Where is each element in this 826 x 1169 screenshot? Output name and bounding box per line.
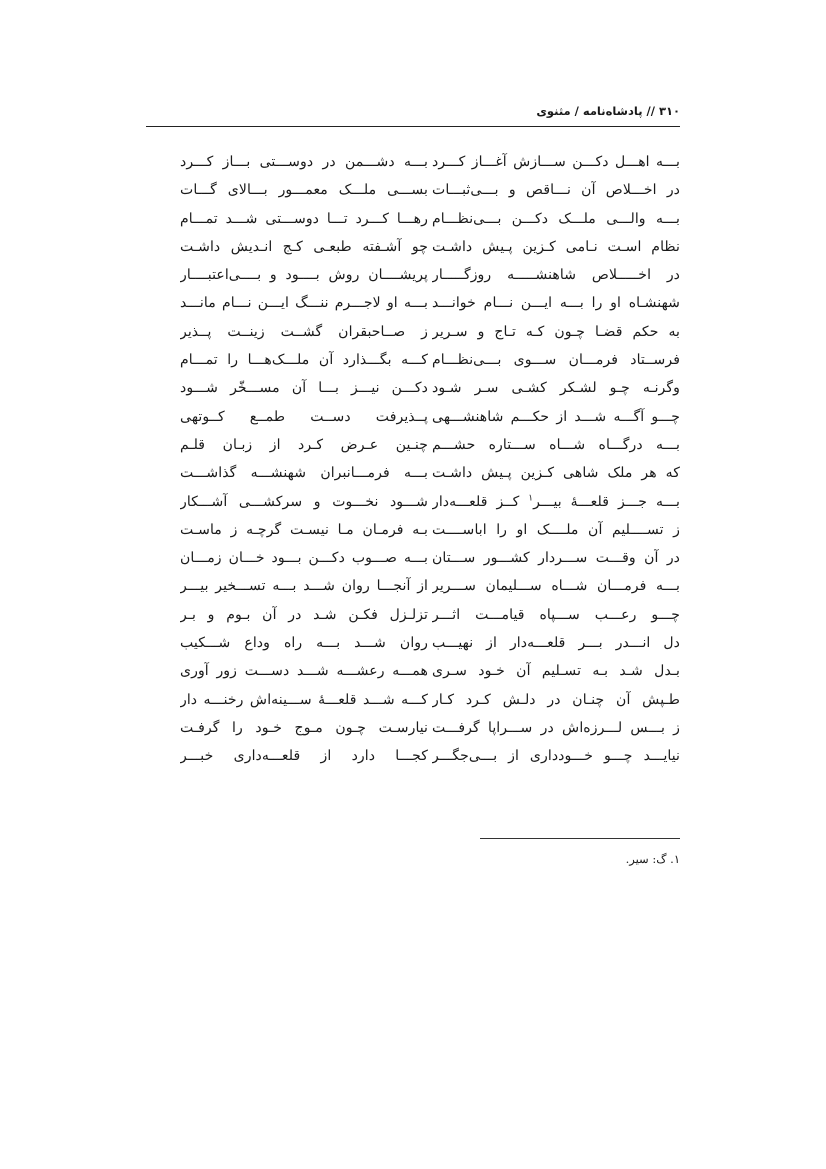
verse-line: کـــه شـــد قلعـــهٔ ســـینه‌اش رخنـــه دار	[180, 691, 428, 708]
verse-line: چـــو رعـــب ســـپاه قیامـــت اثـــر	[432, 606, 680, 623]
verse-line: شـــود نخـــوت و سرکشـــی آشـــکار	[180, 493, 428, 510]
verse-line: نیایـــد چـــو خـــودداری از بـــی‌جگـــر	[432, 748, 680, 765]
verse-line: ز صــاحبقران گشــت زینــت پــذیر	[180, 323, 428, 340]
verse-line: بـــه درگـــاه شـــاه ســـتاره حشـــم	[432, 436, 680, 453]
verse-line: بـــه والـــی ملـــک دکـــن بـــی‌نظـــام	[432, 210, 680, 227]
verse-line: در اخـــــلاص شاهنشـــــه روزگـــــار	[432, 267, 680, 284]
verse-line: روان شـــد بـــه راه وداع شـــکیب	[180, 635, 428, 652]
verse-line: کجـــا دارد از قلعـــه‌داری خبـــر	[180, 748, 428, 765]
verse-line: پریشــــان روش بــــود و بــــی‌اعتبــــار	[180, 267, 428, 284]
verse-line: بـــه فرمـــانبران شهنشـــه گذاشـــت	[180, 465, 428, 482]
verse-text: کــز قلعـــه‌دار	[432, 493, 529, 510]
verse-column-right	[432, 148, 680, 771]
verse-line: طـپش آن چنـان در دلـش کـرد کـار	[432, 691, 680, 708]
header-rule	[146, 126, 680, 127]
verse-line: نظام اسـت نـامی کـزین پـیش داشـت	[432, 238, 680, 255]
verse-line: تزلـزل فکـن شـد در آن بـوم و بـر	[180, 606, 428, 623]
running-header: ۳۱۰ // پادشاه‌نامه / مثنوی	[536, 104, 680, 118]
verse-line: همـــه رعشـــه شـــد دســـت زور آوری	[180, 663, 428, 680]
footnote-marker: ۱	[528, 492, 534, 503]
verse-line: بـــه اهـــل دکـــن ســـازش آغـــاز کـــرد	[432, 154, 680, 170]
verse-line: بـــه صـــوب دکـــن بـــود خـــان زمـــان	[180, 550, 428, 567]
verse-line: کـــه بگـــذارد آن ملـــک‌هـــا را تمـــام	[180, 352, 428, 369]
verse-text: بـــه جـــز قلعـــهٔ بیـــر	[533, 493, 680, 510]
footnote: ۱. گ: سیر.	[625, 852, 680, 866]
verse-column-left	[180, 148, 428, 771]
verse-line: از آنجـــا روان شـــد بـــه تســـخیر بیـــر	[180, 578, 428, 595]
verse-line: بـــه فرمـــان شـــاه ســـلیمان ســـریر	[432, 578, 680, 595]
verse-line	[432, 488, 680, 516]
verse-line: چـــو آگـــه شـــد از حکـــم شاهنشـــهی	[432, 408, 680, 425]
verse-line: بســـی ملـــک معمـــور بـــالای گـــات	[180, 182, 428, 199]
verse-line: دکـــن نیـــز بـــا آن مســـخّر شـــود	[180, 380, 428, 397]
verse-line: در آن وقـــت ســـردار کشـــور ســـتان	[432, 550, 680, 567]
verse-line: وگرنـه چـو لشـکر کشـی سـر شـود	[432, 380, 680, 397]
verse-line: به حکم قضـا چـون کـه تـاج و سـریر	[432, 323, 680, 340]
verse-line: رهـــا کـــرد تـــا دوســـتی شـــد تمـــام	[180, 210, 428, 227]
verse-line: دل انـــدر بـــر قلعـــه‌دار از نهیـــب	[432, 635, 680, 652]
verse-line: بـدل شـد بـه تسـلیم آن خـود سـری	[432, 663, 680, 680]
verse-line: چو آشـفته طبعـی کـج انـدیش داشـت	[180, 238, 428, 255]
verse-line: فرســتاد فرمـــان ســـوی بـــی‌نظـــام	[432, 352, 680, 369]
footnote-rule	[480, 838, 680, 839]
verse-line: بـــه دشـــمن در دوســـتی بـــاز کـــرد	[180, 154, 428, 170]
verse-line: بـــه او لاجـــرم ننـــگ ایـــن نـــام مانـــد	[180, 295, 428, 312]
verse-line: ز تســــلیم آن ملــــک او را اباســــت	[432, 521, 680, 538]
verse-line: شهنشـاه او را بـــه ایـــن نـــام خوانـــد	[432, 295, 680, 312]
verse-line: نیارسـت چـون مـوج خـود را گرفـت	[180, 719, 428, 736]
verse-line: ز بـــس لـــرزه‌اش در ســـراپا گرفـــت	[432, 719, 680, 736]
verse-line: که هر ملک شاهی کـزین پـیش داشـت	[432, 465, 680, 482]
verse-line: بـه فرمـان مـا نیسـت گرچـه ز ماسـت	[180, 521, 428, 538]
verse-line: چنـین عـرض کـرد از زبـان قلـم	[180, 436, 428, 453]
verse-line: در اخـــلاص آن نـــاقص و بـــی‌ثبـــات	[432, 182, 680, 199]
verse-line: پــذیرفت دســت طمــع کــوتهی	[180, 408, 428, 425]
